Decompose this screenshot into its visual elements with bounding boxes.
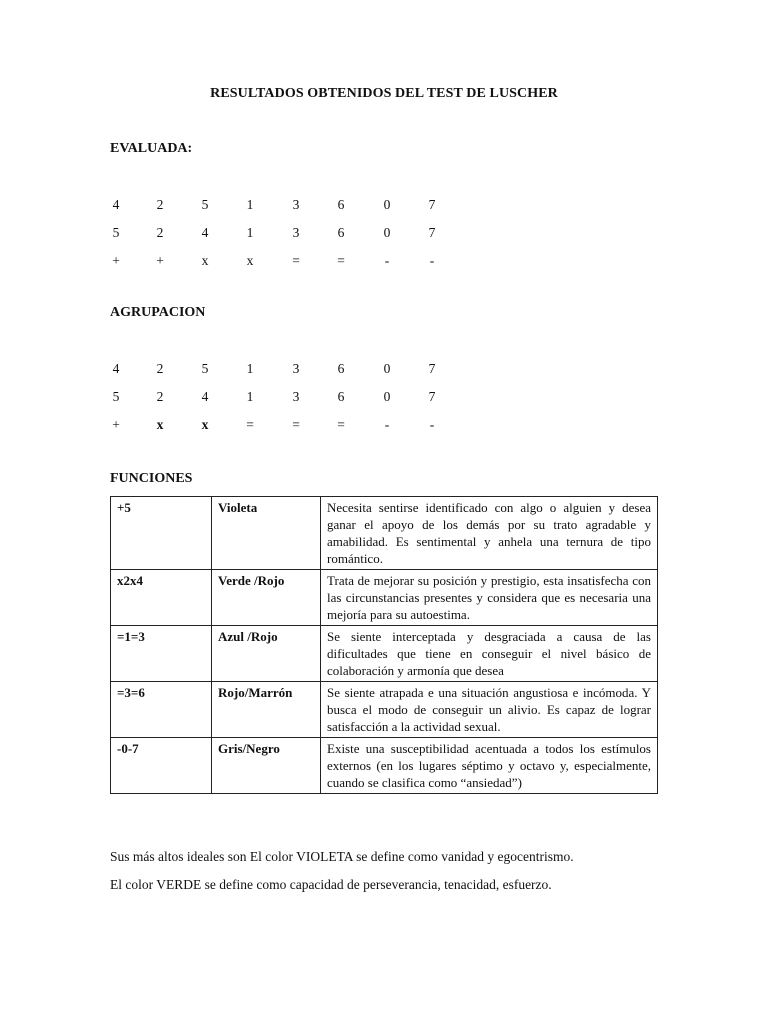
- table-cell-description: Necesita sentirse identificado con algo o alguien y desea ganar el apoyo de los demás por su trato agradable y amabilidad. Es sentimental y anhela una ternura de tipo romántico.: [321, 497, 658, 570]
- section-heading-evaluada: EVALUADA:: [110, 141, 193, 156]
- evaluada-row: [110, 253, 450, 281]
- grid-cell: =: [246, 417, 254, 432]
- grid-cell: 3: [292, 225, 300, 240]
- grid-cell: 1: [246, 361, 254, 376]
- grid-cell: 3: [292, 361, 300, 376]
- grid-cell: x: [246, 253, 254, 268]
- footer-paragraph-verde: El color VERDE se define como capacidad de perseverancia, tenacidad, esfuerzo.: [110, 877, 552, 892]
- grid-cell: x: [201, 417, 209, 432]
- grid-cell: 5: [112, 225, 120, 240]
- grid-cell: 4: [201, 225, 209, 240]
- table-row: [111, 738, 658, 794]
- grid-cell: 7: [428, 225, 436, 240]
- section-heading-agrupacion: AGRUPACION: [110, 305, 206, 320]
- grid-cell: +: [112, 417, 120, 432]
- table-row: [111, 570, 658, 626]
- grid-cell: 6: [337, 361, 345, 376]
- table-cell-color: Rojo/Marrón: [212, 682, 321, 738]
- grid-cell: =: [292, 253, 300, 268]
- grid-cell: 2: [156, 361, 164, 376]
- grid-cell: x: [201, 253, 209, 268]
- grid-cell: 5: [112, 389, 120, 404]
- grid-cell: 4: [112, 361, 120, 376]
- table-cell-description: Existe una susceptibilidad acentuada a todos los estímulos externos (en los lugares séptimo y octavo y, especialmente, cuando se clasifica como “ansiedad”): [321, 738, 658, 794]
- grid-cell: =: [292, 417, 300, 432]
- agrupacion-row: [110, 389, 450, 417]
- grid-cell: =: [337, 253, 345, 268]
- grid-cell: 1: [246, 389, 254, 404]
- table-row: [111, 682, 658, 738]
- grid-cell: -: [384, 417, 390, 432]
- table-cell-code: x2x4: [111, 570, 212, 626]
- grid-cell: 6: [337, 225, 345, 240]
- evaluada-row: [110, 197, 450, 225]
- table-cell-code: +5: [111, 497, 212, 570]
- section-heading-funciones: FUNCIONES: [110, 471, 193, 486]
- table-row: [111, 626, 658, 682]
- table-cell-color: Violeta: [212, 497, 321, 570]
- table-cell-code: =3=6: [111, 682, 212, 738]
- table-cell-code: -0-7: [111, 738, 212, 794]
- grid-cell: 2: [156, 389, 164, 404]
- table-cell-code: =1=3: [111, 626, 212, 682]
- table-cell-color: Gris/Negro: [212, 738, 321, 794]
- table-row: [111, 497, 658, 570]
- table-cell-description: Se siente interceptada y desgraciada a causa de las dificultades que tiene en conseguir el nivel básico de colaboración y armonía que desea: [321, 626, 658, 682]
- grid-cell: 1: [246, 197, 254, 212]
- grid-cell: 1: [246, 225, 254, 240]
- grid-cell: 3: [292, 197, 300, 212]
- agrupacion-row: [110, 417, 450, 445]
- grid-cell: 7: [428, 197, 436, 212]
- footer-paragraph-violeta: Sus más altos ideales son El color VIOLETA se define como vanidad y egocentrismo.: [110, 849, 574, 864]
- grid-cell: 0: [383, 389, 391, 404]
- grid-cell: 3: [292, 389, 300, 404]
- grid-cell: -: [429, 417, 435, 432]
- grid-cell: x: [156, 417, 164, 432]
- grid-cell: 6: [337, 389, 345, 404]
- document-title: RESULTADOS OBTENIDOS DEL TEST DE LUSCHER: [210, 86, 558, 101]
- grid-cell: 6: [337, 197, 345, 212]
- grid-cell: 5: [201, 197, 209, 212]
- grid-cell: 2: [156, 225, 164, 240]
- grid-cell: 5: [201, 361, 209, 376]
- agrupacion-number-grid: [110, 361, 450, 445]
- grid-cell: -: [384, 253, 390, 268]
- grid-cell: 0: [383, 225, 391, 240]
- grid-cell: 7: [428, 389, 436, 404]
- funciones-table: [110, 496, 658, 794]
- grid-cell: 4: [112, 197, 120, 212]
- table-cell-color: Verde /Rojo: [212, 570, 321, 626]
- evaluada-number-grid: [110, 197, 450, 281]
- grid-cell: 7: [428, 361, 436, 376]
- agrupacion-row: [110, 361, 450, 389]
- grid-cell: 0: [383, 197, 391, 212]
- grid-cell: =: [337, 417, 345, 432]
- grid-cell: -: [429, 253, 435, 268]
- grid-cell: +: [112, 253, 120, 268]
- grid-cell: +: [156, 253, 164, 268]
- table-cell-description: Trata de mejorar su posición y prestigio, esta insatisfecha con las circunstancias presentes y considera que es necesaria una mejoría para su autoestima.: [321, 570, 658, 626]
- table-cell-color: Azul /Rojo: [212, 626, 321, 682]
- table-cell-description: Se siente atrapada e una situación angustiosa e incómoda. Y busca el modo de conseguir un alivio. Es capaz de lograr satisfacción a la actividad sexual.: [321, 682, 658, 738]
- evaluada-row: [110, 225, 450, 253]
- grid-cell: 2: [156, 197, 164, 212]
- grid-cell: 0: [383, 361, 391, 376]
- grid-cell: 4: [201, 389, 209, 404]
